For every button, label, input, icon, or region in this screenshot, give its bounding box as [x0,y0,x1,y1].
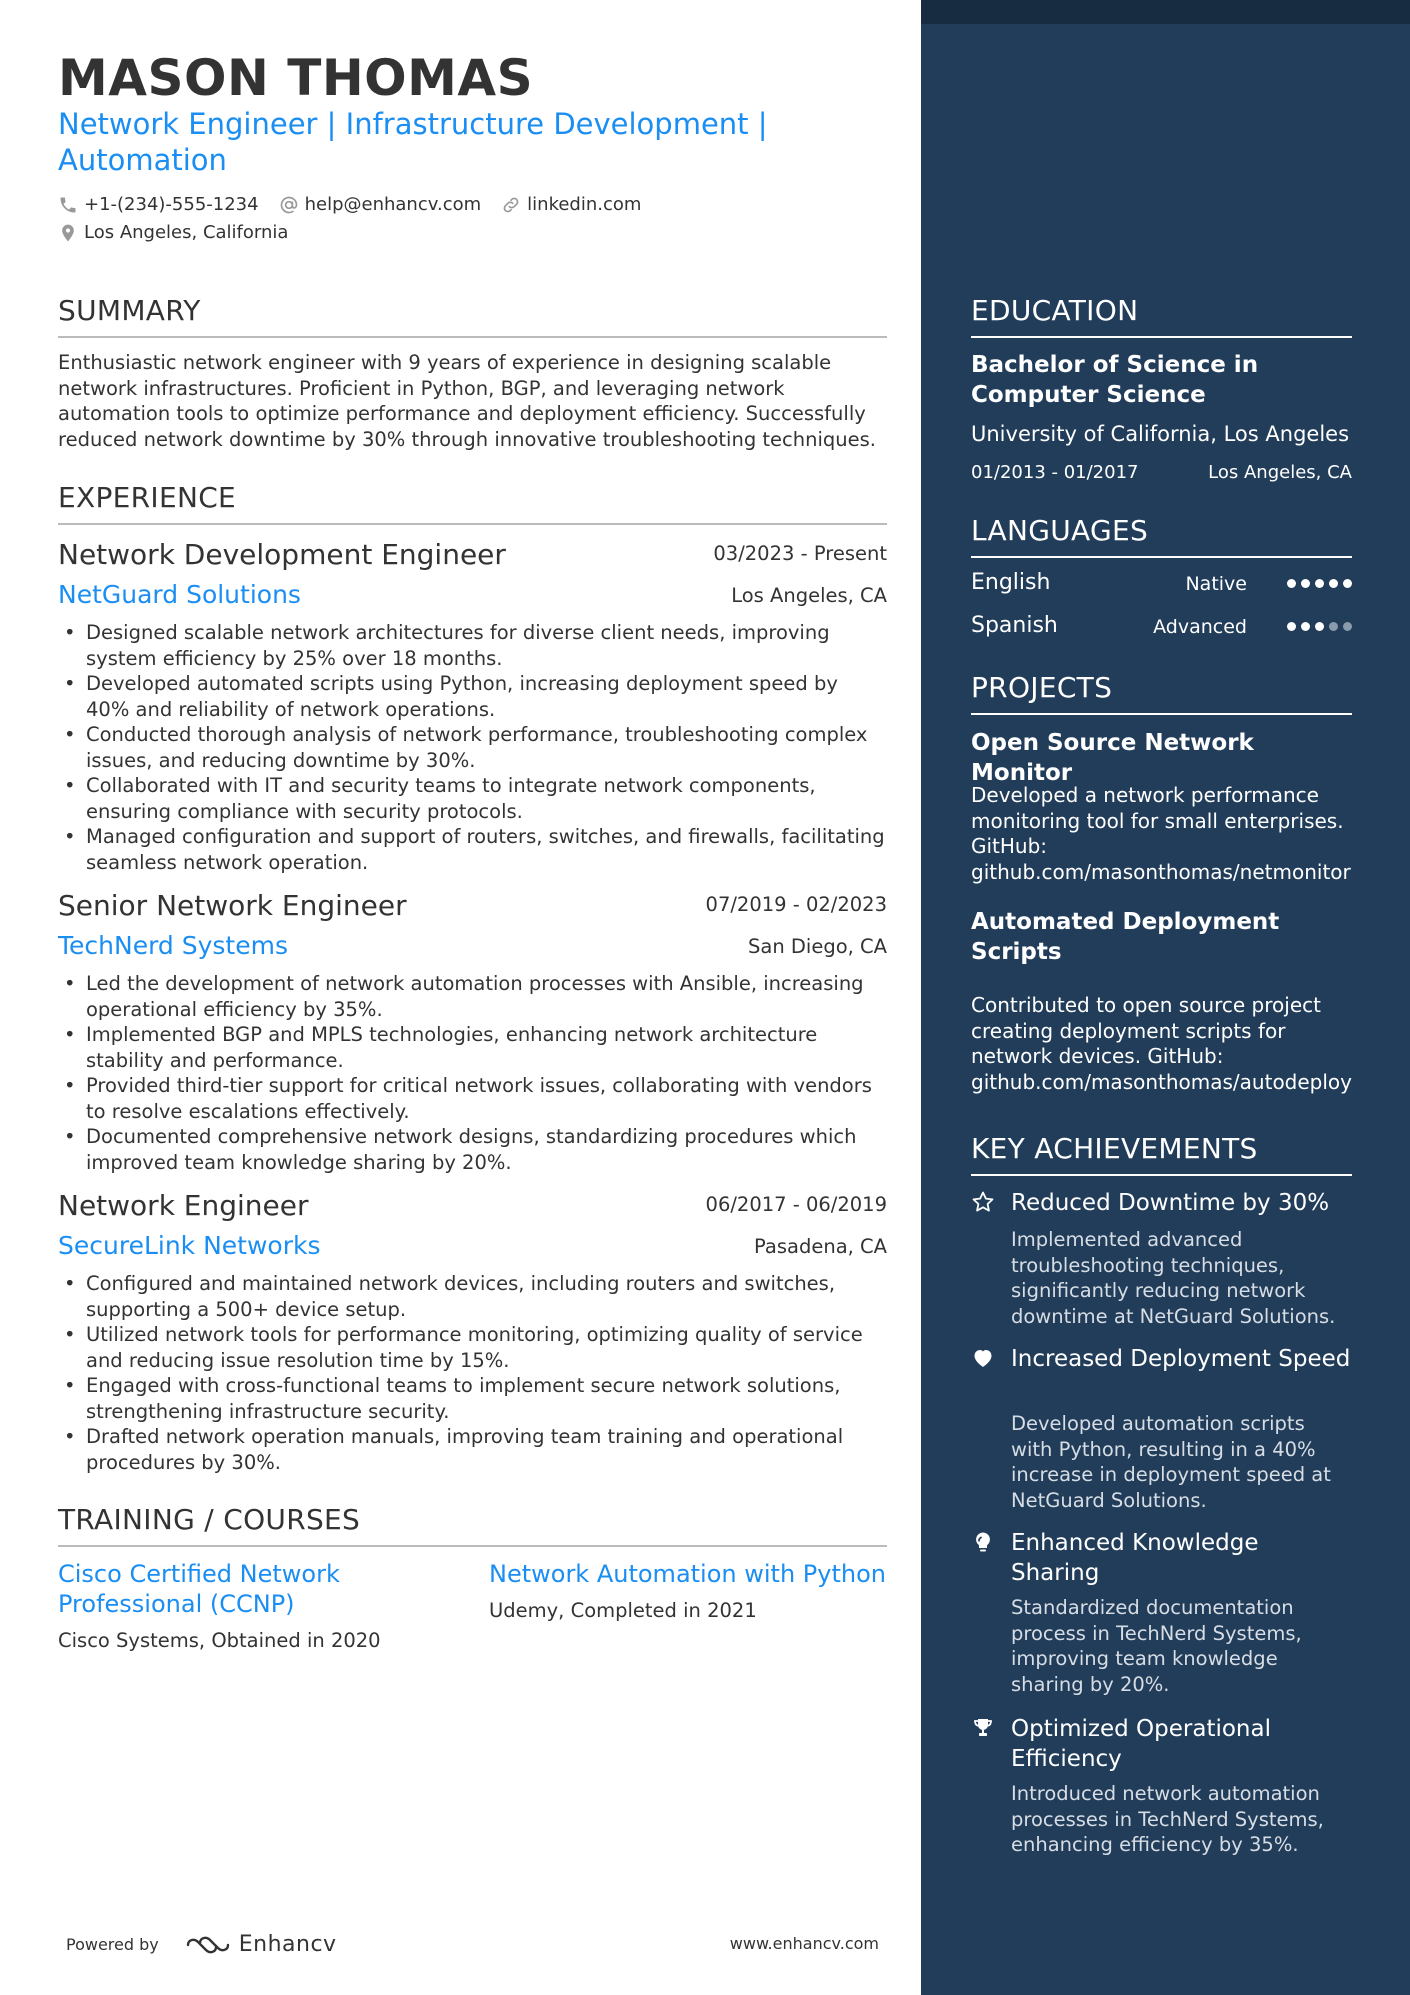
project-description: Developed a network performance monitoring tool for small enterprises. GitHub: github.com/masonthomas/netmonitor [971,783,1351,884]
job-bullets [58,620,887,875]
course-item [489,1559,887,1623]
job-bullet: • Led the development of network automation processes with Ansible, increasing operational efficiency by 35%. [58,971,887,1022]
language-level: Native [1185,573,1247,595]
job-bullet: • Developed automated scripts using Python, increasing deployment speed by 40% and reliability of network operations. [58,671,887,722]
training-heading: TRAINING / COURSES [58,1503,887,1547]
contact-row-1 [58,194,661,215]
language-row [971,570,1352,600]
job-title: Network Development Engineer [58,538,506,571]
education-school: University of California, Los Angeles [971,422,1350,446]
job-bullet: • Managed configuration and support of routers, switches, and firewalls, facilitating seamless network operation. [58,824,887,875]
location-pin-icon [58,223,78,243]
achievement-description: Developed automation scripts with Python, resulting in a 40% increase in deployment speed at NetGuard Solutions. [1011,1412,1331,1512]
education-heading: EDUCATION [971,294,1352,338]
language-row [971,613,1352,643]
education-location: Los Angeles, CA [1208,462,1352,483]
project-title: Open Source Network Monitor [971,730,1254,786]
achievement-title: Reduced Downtime by 30% [1011,1190,1330,1216]
footer-url[interactable]: www.enhancv.com [729,1934,879,1953]
job-bullet: • Designed scalable network architectures for diverse client needs, improving system efficiency by 25% over 18 months. [58,620,887,671]
education-dates: 01/2013 - 01/2017 [971,462,1139,483]
language-rating [1282,622,1352,631]
job-bullet: • Conducted thorough analysis of network performance, troubleshooting complex issues, and reducing downtime by 30%. [58,722,887,773]
email-text: help@enhancv.com [304,194,482,215]
language-name: Spanish [971,613,1058,638]
contact-row-2 [58,222,308,243]
job-bullet: • Provided third-tier support for critical network issues, collaborating with vendors to resolve escalations effectively. [58,1073,887,1124]
achievement-description: Introduced network automation processes in TechNerd Systems, enhancing efficiency by 35%. [1011,1782,1324,1856]
location-text: Los Angeles, California [84,222,289,243]
projects-heading: PROJECTS [971,671,1352,715]
star-icon [971,1190,995,1214]
job-bullets [58,1271,887,1475]
course-provider: Cisco Systems, Obtained in 2020 [58,1629,381,1652]
phone-contact[interactable] [58,194,259,215]
achievement-description: Standardized documentation process in TechNerd Systems, improving team knowledge sharing by 20%. [1011,1596,1302,1696]
rating-dot [1343,579,1352,588]
job-bullet: • Utilized network tools for performance monitoring, optimizing quality of service and reducing issue resolution time by 15%. [58,1322,887,1373]
enhancv-logo-text: Enhancv [238,1932,337,1957]
rating-dot [1315,579,1324,588]
project-description: Contributed to open source project creating deployment scripts for network devices. GitHub: github.com/masonthomas/autodeploy [971,993,1353,1094]
language-level: Advanced [1153,616,1247,638]
achievement-description: Implemented advanced troubleshooting techniques, significantly reducing network downtime at NetGuard Solutions. [1011,1228,1336,1328]
job-bullet: • Engaged with cross-functional teams to implement secure network solutions, strengthening infrastructure security. [58,1373,887,1424]
job-bullets [58,971,887,1175]
language-rating [1282,579,1352,588]
candidate-headline: Network Engineer | Infrastructure Development | Automation [58,107,768,177]
job-title: Network Engineer [58,1189,309,1222]
rating-dot [1287,622,1296,631]
job-company[interactable]: SecureLink Networks [58,1231,321,1260]
heart-icon [971,1346,995,1370]
job-location: Los Angeles, CA [731,584,887,607]
job-location: Pasadena, CA [754,1235,887,1258]
course-title[interactable]: Cisco Certified Network Professional (CCNP) [58,1560,340,1618]
rating-dot [1301,622,1310,631]
linkedin-text: linkedin.com [527,194,642,215]
course-title[interactable]: Network Automation with Python [489,1560,886,1588]
job-company[interactable]: NetGuard Solutions [58,580,301,609]
course-item [58,1559,458,1653]
achievements-heading: KEY ACHIEVEMENTS [971,1132,1352,1176]
job-bullet: • Configured and maintained network devices, including routers and switches, supporting a 500+ device setup. [58,1271,887,1322]
powered-by-label: Powered by [66,1935,159,1954]
job-bullet: • Implemented BGP and MPLS technologies, enhancing network architecture stability and performance. [58,1022,887,1073]
email-contact[interactable] [279,194,482,215]
link-icon [501,195,521,215]
achievement-title: Optimized Operational Efficiency [1011,1716,1271,1772]
achievement-title: Enhanced Knowledge Sharing [1011,1530,1259,1586]
sidebar-top-bar [921,0,1410,24]
course-provider: Udemy, Completed in 2021 [489,1599,757,1622]
job-dates: 07/2019 - 02/2023 [705,893,887,916]
language-name: English [971,570,1051,595]
enhancv-logo-icon [185,1933,231,1957]
job-dates: 03/2023 - Present [713,542,887,565]
job-location: San Diego, CA [748,935,887,958]
job-bullet: • Collaborated with IT and security teams to integrate network components, ensuring compliance with security protocols. [58,773,887,824]
summary-heading: SUMMARY [58,294,887,338]
rating-dot [1343,622,1352,631]
rating-dot [1329,579,1338,588]
rating-dot [1315,622,1324,631]
lightbulb-icon [971,1530,995,1554]
trophy-icon [971,1716,995,1740]
summary-text: Enthusiastic network engineer with 9 years of experience in designing scalable network infrastructures. Proficient in Python, BGP, and leveraging network automation tools to optimize performance and deployment efficiency. Successfully reduced network downtime by 30% through innovative troubleshooting techniques. [58,351,876,451]
candidate-name: MASON THOMAS [58,49,534,107]
achievement-title: Increased Deployment Speed [1011,1346,1351,1372]
project-title: Automated Deployment Scripts [971,909,1280,965]
job-dates: 06/2017 - 06/2019 [705,1193,887,1216]
experience-heading: EXPERIENCE [58,481,887,525]
phone-icon [58,195,78,215]
rating-dot [1329,622,1338,631]
enhancv-logo[interactable] [185,1932,337,1957]
phone-text: +1-(234)-555-1234 [84,194,259,215]
job-bullet: • Drafted network operation manuals, improving team training and operational procedures by 30%. [58,1424,887,1475]
job-bullet: • Documented comprehensive network designs, standardizing procedures which improved team knowledge sharing by 20%. [58,1124,887,1175]
linkedin-contact[interactable] [501,194,641,215]
rating-dot [1301,579,1310,588]
job-company[interactable]: TechNerd Systems [58,931,288,960]
at-icon [279,195,299,215]
languages-heading: LANGUAGES [971,514,1352,558]
footer-powered-by [66,1932,337,1957]
location-contact [58,222,288,243]
rating-dot [1287,579,1296,588]
job-title: Senior Network Engineer [58,889,407,922]
education-degree: Bachelor of Science in Computer Science [971,352,1259,408]
